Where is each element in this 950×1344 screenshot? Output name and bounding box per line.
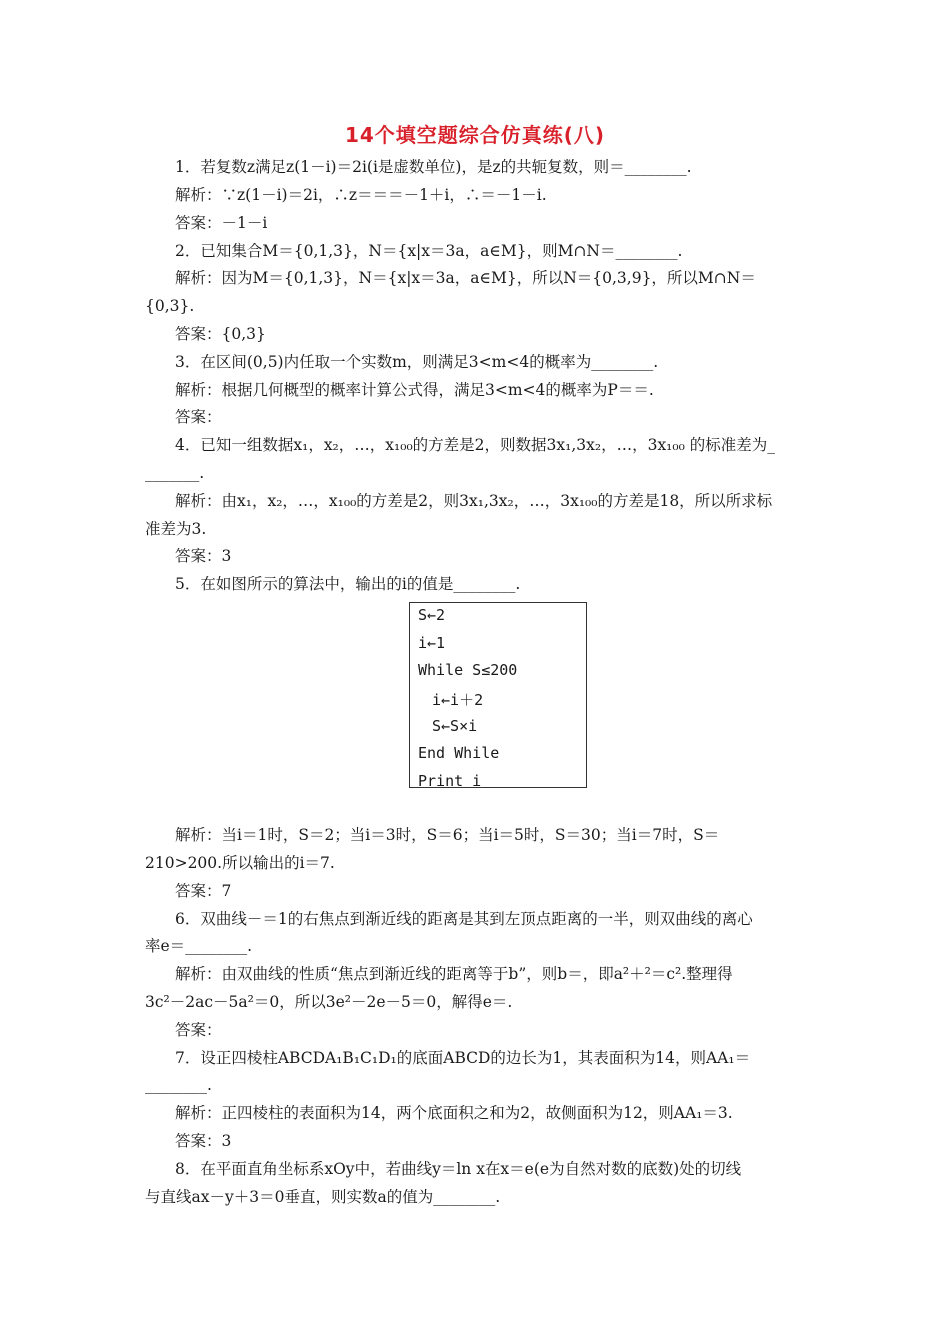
answer: 答案：3 <box>175 1132 232 1150</box>
algorithm-line: While S≤200 <box>418 661 518 679</box>
question-3: 3．在区间(0,5)内任取一个实数m，则满足3<m<4的概率为________. <box>175 353 659 371</box>
algorithm-line: End While <box>418 744 500 762</box>
answer-explanation: 解析：由双曲线的性质“焦点到渐近线的距离等于b”，则b＝，即a²＋²＝c².整理得 <box>175 965 733 983</box>
question-2: 2．已知集合M＝{0,1,3}，N＝{x|x＝3a，a∈M}，则M∩N＝________. <box>175 242 683 260</box>
question-6: 6．双曲线－＝1的右焦点到渐近线的距离是其到左顶点距离的一半，则双曲线的离心 <box>175 910 753 928</box>
answer: 答案：7 <box>175 882 232 900</box>
algorithm-line: i←1 <box>418 634 446 652</box>
question-4-continued: _______. <box>145 464 205 482</box>
answer: 答案： <box>175 1021 222 1039</box>
question-1: 1．若复数z满足z(1－i)＝2i(i是虚数单位)，是z的共轭复数，则＝________. <box>175 158 692 176</box>
answer-explanation: 解析：因为M＝{0,1,3}，N＝{x|x＝3a，a∈M}，所以N＝{0,3,9}，所以M∩N＝ <box>175 269 756 287</box>
page-title: 14个填空题综合仿真练(八) <box>344 123 606 147</box>
question-7: 7．设正四棱柱ABCDA₁B₁C₁D₁的底面ABCD的边长为1，其表面积为14，则AA₁＝ <box>175 1049 751 1067</box>
answer-explanation-continued: 准差为3. <box>145 520 207 538</box>
question-6-continued: 率e＝________. <box>145 937 253 955</box>
answer-explanation: 解析：根据几何概型的概率计算公式得，满足3<m<4的概率为P＝＝. <box>175 381 654 399</box>
question-8: 8．在平面直角坐标系xOy中，若曲线y＝ln x在x＝e(e为自然对数的底数)处的切线 <box>175 1160 742 1178</box>
answer-explanation-continued: 3c²－2ac－5a²＝0，所以3e²－2e－5＝0，解得e＝. <box>145 993 513 1011</box>
answer-explanation-continued: 210>200.所以输出的i＝7. <box>145 854 335 872</box>
answer-explanation: 解析：∵z(1－i)＝2i，∴z＝＝＝－1＋i，∴＝－1－i. <box>175 186 547 204</box>
answer-explanation-continued: {0,3}. <box>145 297 195 315</box>
answer-explanation: 解析：正四棱柱的表面积为14，两个底面积之和为2，故侧面积为12，则AA₁＝3. <box>175 1104 733 1122</box>
algorithm-line: i←i＋2 <box>432 691 484 709</box>
answer: 答案：3 <box>175 547 232 565</box>
answer-explanation: 解析：由x₁，x₂，…，x₁₀₀的方差是2，则3x₁,3x₂，…，3x₁₀₀的方差是18，所以所求标 <box>175 492 773 510</box>
answer: 答案：－1－i <box>175 214 268 232</box>
question-4: 4．已知一组数据x₁，x₂，…，x₁₀₀的方差是2，则数据3x₁,3x₂，…，3x₁₀₀ 的标准差为_ <box>175 436 775 454</box>
question-5: 5．在如图所示的算法中，输出的i的值是________. <box>175 575 521 593</box>
answer: 答案：{0,3} <box>175 325 266 343</box>
algorithm-box <box>409 602 587 788</box>
question-7-continued: ________. <box>145 1076 212 1094</box>
question-8-continued: 与直线ax－y＋3＝0垂直，则实数a的值为________. <box>145 1188 501 1206</box>
algorithm-line: Print i <box>418 772 482 790</box>
algorithm-line: S←2 <box>418 606 446 624</box>
answer-explanation: 解析：当i＝1时，S＝2；当i＝3时，S＝6；当i＝5时，S＝30；当i＝7时，S＝ <box>175 826 720 844</box>
algorithm-line: S←S×i <box>432 717 478 735</box>
answer: 答案： <box>175 408 222 426</box>
